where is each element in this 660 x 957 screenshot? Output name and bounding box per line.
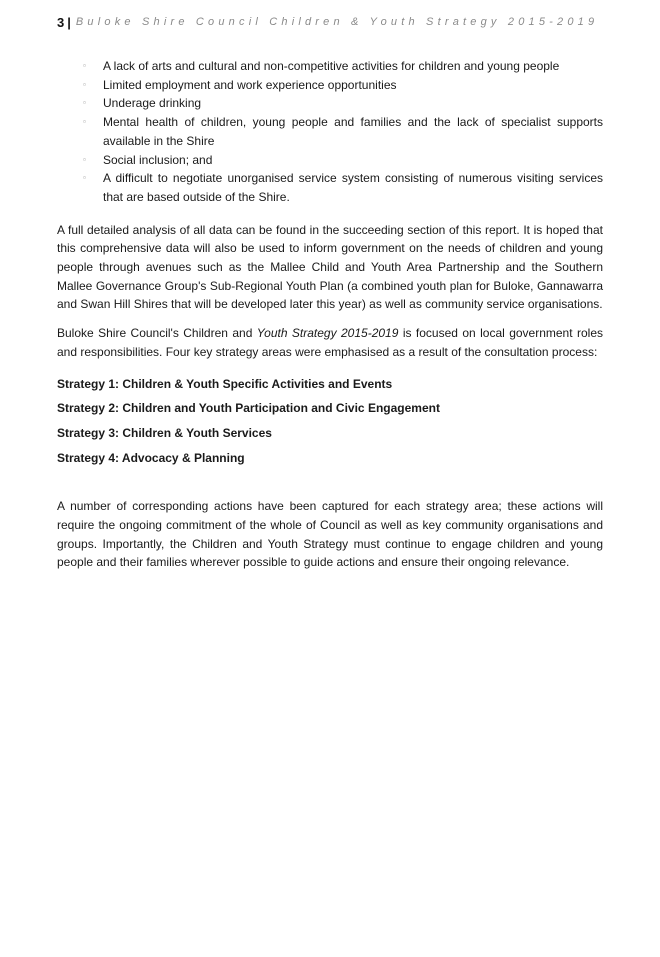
list-item [57, 113, 603, 150]
strategy-focus-paragraph [57, 324, 603, 361]
list-item-text: Limited employment and work experience opportunities [103, 77, 397, 92]
list-item [57, 76, 603, 95]
list-item [57, 94, 603, 113]
list-item-text: A lack of arts and cultural and non-competitive activities for children and young people [103, 59, 560, 73]
paragraph-text-after: is focused on local government roles and responsibilities. Four key strategy areas were emphasised as a result of the consultation process: [57, 326, 603, 359]
list-item-text: Mental health of children, young people and families and the lack of specialist supports available in the Shire [103, 115, 603, 148]
list-item [57, 151, 603, 170]
strategy-4-heading: Strategy 4: Advocacy & Planning [57, 450, 245, 465]
strategy-3-heading: Strategy 3: Children & Youth Services [57, 425, 272, 440]
page-number: 3 [57, 14, 65, 30]
analysis-paragraph: A full detailed analysis of all data can be found in the succeeding section of this report. It is hoped that this comprehensive data will also be used to inform government on the needs of children and young people through avenues such as the Mallee Child and Youth Area Partnership and the Southern Mallee Governance Group's Sub-Regional Youth Plan (a combined youth plan for Buloke, Gannawarra and Swan Hill Shires that will be developed later this year) as well as community service organisations. [57, 222, 603, 312]
list-item-text: Social inclusion; and [103, 152, 213, 167]
actions-paragraph: A number of corresponding actions have been captured for each strategy area; these actions will require the ongoing commitment of the whole of Council as well as key community organisations and groups. Importantly, the Children and Youth Strategy must continue to engage children and young people and their families wherever possible to guide actions and ensure their ongoing relevance. [57, 499, 603, 570]
list-item-text: A difficult to negotiate unorganised service system consisting of numerous visiting services that are based outside of the Shire. [103, 171, 603, 204]
strategy-title-italic: Youth Strategy 2015-2019 [256, 326, 399, 341]
strategy-2-heading: Strategy 2: Children and Youth Participation and Civic Engagement [57, 401, 440, 416]
list-item [57, 169, 603, 206]
bullet-icon: ▫ [83, 117, 86, 127]
header-title: Buloke Shire Council Children & Youth Strategy 2015-2019 [75, 16, 599, 28]
bullet-icon: ▫ [83, 173, 86, 183]
bullet-icon: ▫ [83, 98, 86, 108]
paragraph-text-before: Buloke Shire Council's Children and [57, 326, 257, 341]
page-content [57, 57, 603, 572]
list-item [57, 57, 603, 76]
bullet-icon: ▫ [83, 61, 86, 70]
bullet-icon: ▫ [83, 154, 86, 164]
list-item-text: Underage drinking [103, 96, 202, 111]
header-separator: | [67, 14, 71, 30]
issues-bullet-list [57, 57, 603, 207]
page-header [57, 13, 598, 31]
bullet-icon: ▫ [83, 79, 86, 89]
strategy-1-heading: Strategy 1: Children & Youth Specific Activities and Events [57, 376, 393, 391]
